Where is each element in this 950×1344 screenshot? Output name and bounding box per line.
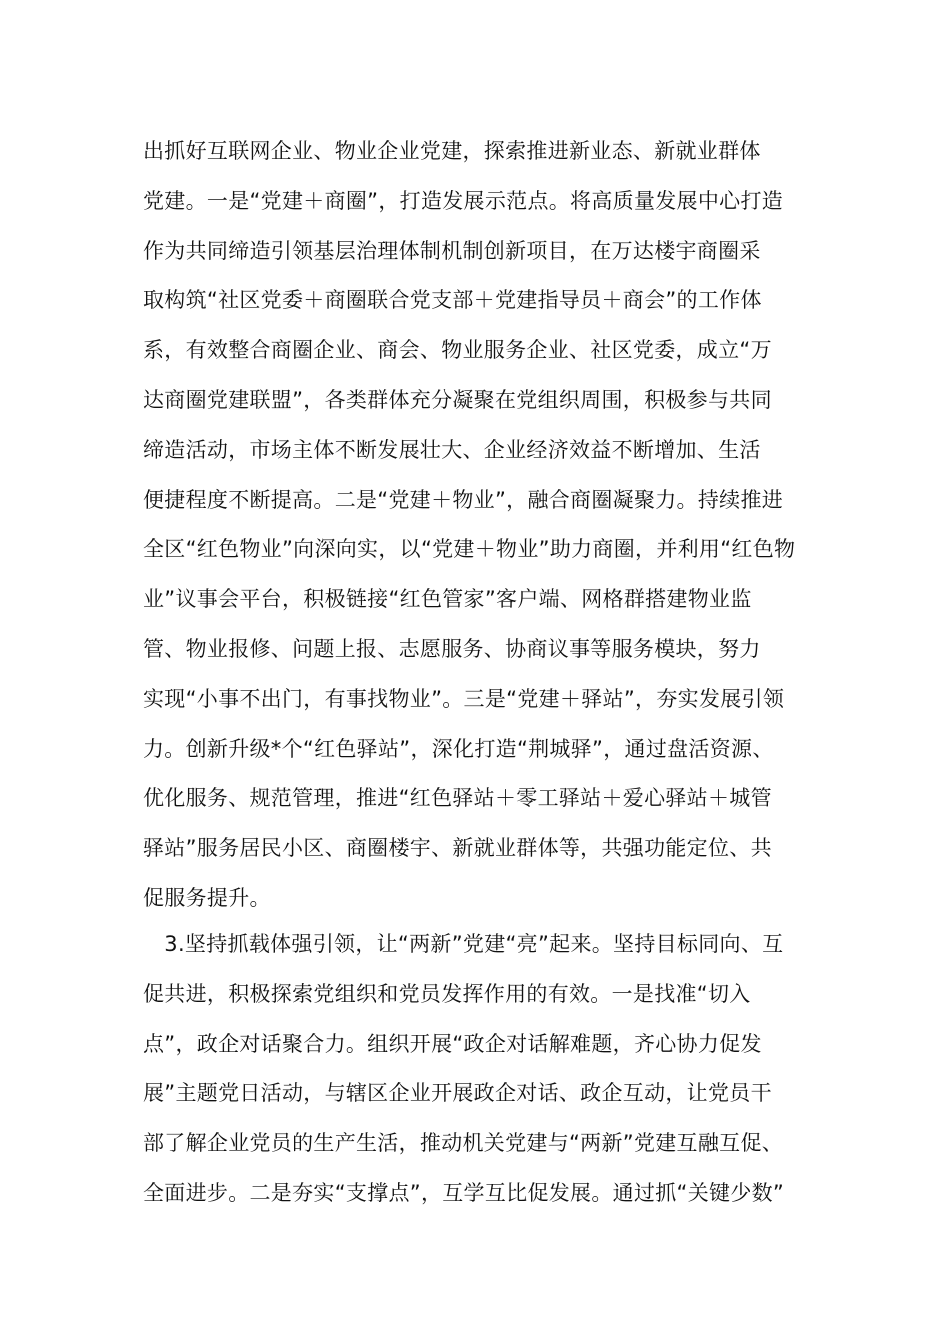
text-line: 促服务提升。: [143, 885, 271, 910]
text-line: 便捷程度不断提高。二是“党建＋物业”，融合商圈凝聚力。持续推进: [143, 487, 784, 512]
text-line: 3.坚持抓载体强引领，让“两新”党建“亮”起来。坚持目标同向、互: [143, 932, 784, 956]
text-line: 取构筑“社区党委＋商圈联合党支部＋党建指导员＋商会”的工作体: [143, 288, 762, 313]
text-line: 达商圈党建联盟”，各类群体充分凝聚在党组织周围，积极参与共同: [143, 387, 772, 412]
paragraph-1: [143, 127, 807, 924]
text-line: 业”议事会平台，积极链接“红色管家”客户端、网格群搭建物业监: [143, 587, 752, 612]
text-line: 出抓好互联网企业、物业企业党建，探索推进新业态、新就业群体: [143, 139, 761, 163]
text-line: 缔造活动，市场主体不断发展壮大、企业经济效益不断增加、生活: [143, 437, 761, 462]
text-line: 全面进步。二是夯实“支撑点”，互学互比促发展。通过抓“关键少数”: [143, 1180, 785, 1205]
text-line: 系，有效整合商圈企业、商会、物业服务企业、社区党委，成立“万: [143, 338, 772, 363]
text-line: 驿站”服务居民小区、商圈楼宇、新就业群体等，共强功能定位、共: [143, 836, 772, 861]
text-line: 力。创新升级*个“红色驿站”，深化打造“荆城驿”，通过盘活资源、: [143, 736, 774, 761]
text-line: 点”，政企对话聚合力。组织开展“政企对话解难题，齐心协力促发: [143, 1031, 762, 1056]
paragraph-2: [143, 920, 807, 1219]
text-line: 作为共同缔造引领基层治理体制机制创新项目，在万达楼宇商圈采: [143, 238, 761, 263]
text-line: 党建。一是“党建＋商圈”，打造发展示范点。将高质量发展中心打造: [143, 188, 784, 213]
text-line: 管、物业报修、问题上报、志愿服务、协商议事等服务模块，努力: [143, 636, 761, 661]
text-line: 优化服务、规范管理，推进“红色驿站＋零工驿站＋爱心驿站＋城管: [143, 786, 772, 811]
text-line: 实现“小事不出门，有事找物业”。三是“党建＋驿站”，夯实发展引领: [143, 686, 785, 711]
text-line: 展”主题党日活动，与辖区企业开展政企对话、政企互动，让党员干: [143, 1081, 772, 1106]
text-line: 促共进，积极探索党组织和党员发挥作用的有效。一是找准“切入: [143, 981, 751, 1006]
text-line: 部了解企业党员的生产生活，推动机关党建与“两新”党建互融互促、: [143, 1131, 784, 1156]
text-line: 全区“红色物业”向深向实，以“党建＋物业”助力商圈，并利用“红色物: [143, 537, 796, 562]
